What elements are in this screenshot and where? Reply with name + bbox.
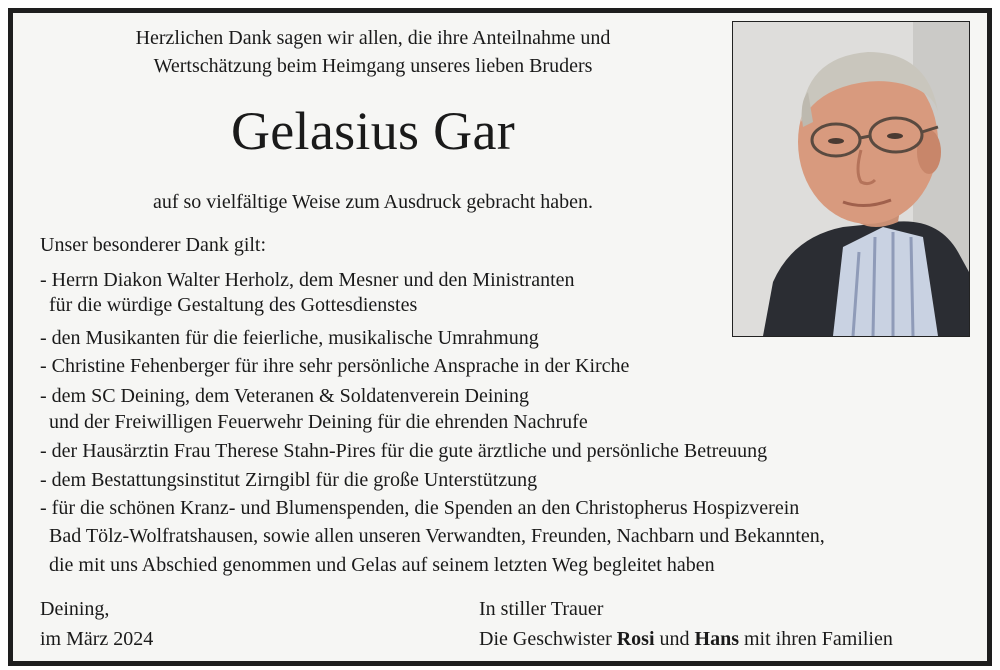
mourning-line: In stiller Trauer (479, 598, 604, 620)
intro-line-1: Herzlichen Dank sagen wir allen, die ihre Anteilnahme und (135, 27, 611, 49)
deceased-name: Gelasius Gar (230, 101, 515, 161)
thanks-heading: Unser besonderer Dank gilt: (40, 234, 267, 256)
date: im März 2024 (40, 628, 154, 650)
thanks-line: - für die schönen Kranz- und Blumenspenden, die Spenden an den Christopherus Hospizverein (40, 497, 800, 519)
thanks-line: für die würdige Gestaltung des Gottesdienstes (49, 294, 418, 316)
family-prefix: Die Geschwister (479, 628, 612, 650)
intro-line-2: Wertschätzung beim Heimgang unseres lieben Bruders (153, 55, 593, 77)
portrait-icon (733, 22, 969, 336)
obituary-notice (8, 8, 992, 666)
thanks-line: Bad Tölz-Wolfratshausen, sowie allen unseren Verwandten, Freunden, Nachbarn und Bekannten, (49, 525, 825, 547)
thanks-line: - Herrn Diakon Walter Herholz, dem Mesner und den Ministranten (40, 269, 575, 291)
thanks-line: und der Freiwilligen Feuerwehr Deining für die ehrenden Nachrufe (49, 411, 588, 433)
expressed-line: auf so vielfältige Weise zum Ausdruck gebracht haben. (152, 191, 594, 213)
sibling-name: Hans (694, 628, 739, 650)
place: Deining, (40, 598, 110, 620)
family-conjunction: und (659, 628, 690, 650)
sibling-name: Rosi (616, 628, 655, 650)
thanks-line: - Christine Fehenberger für ihre sehr persönliche Ansprache in der Kirche (40, 355, 630, 377)
family-suffix: mit ihren Familien (744, 628, 893, 650)
thanks-line: - dem Bestattungsinstitut Zirngibl für die große Unterstützung (40, 469, 538, 491)
thanks-line: - der Hausärztin Frau Therese Stahn-Pires für die gute ärztliche und persönliche Betreuung (40, 440, 768, 462)
thanks-line: - den Musikanten für die feierliche, musikalische Umrahmung (40, 327, 539, 349)
thanks-line: die mit uns Abschied genommen und Gelas auf seinem letzten Weg begleitet haben (49, 554, 715, 576)
portrait-photo (732, 21, 970, 337)
thanks-line: - dem SC Deining, dem Veteranen & Soldatenverein Deining (40, 385, 529, 407)
family-line (479, 625, 893, 653)
